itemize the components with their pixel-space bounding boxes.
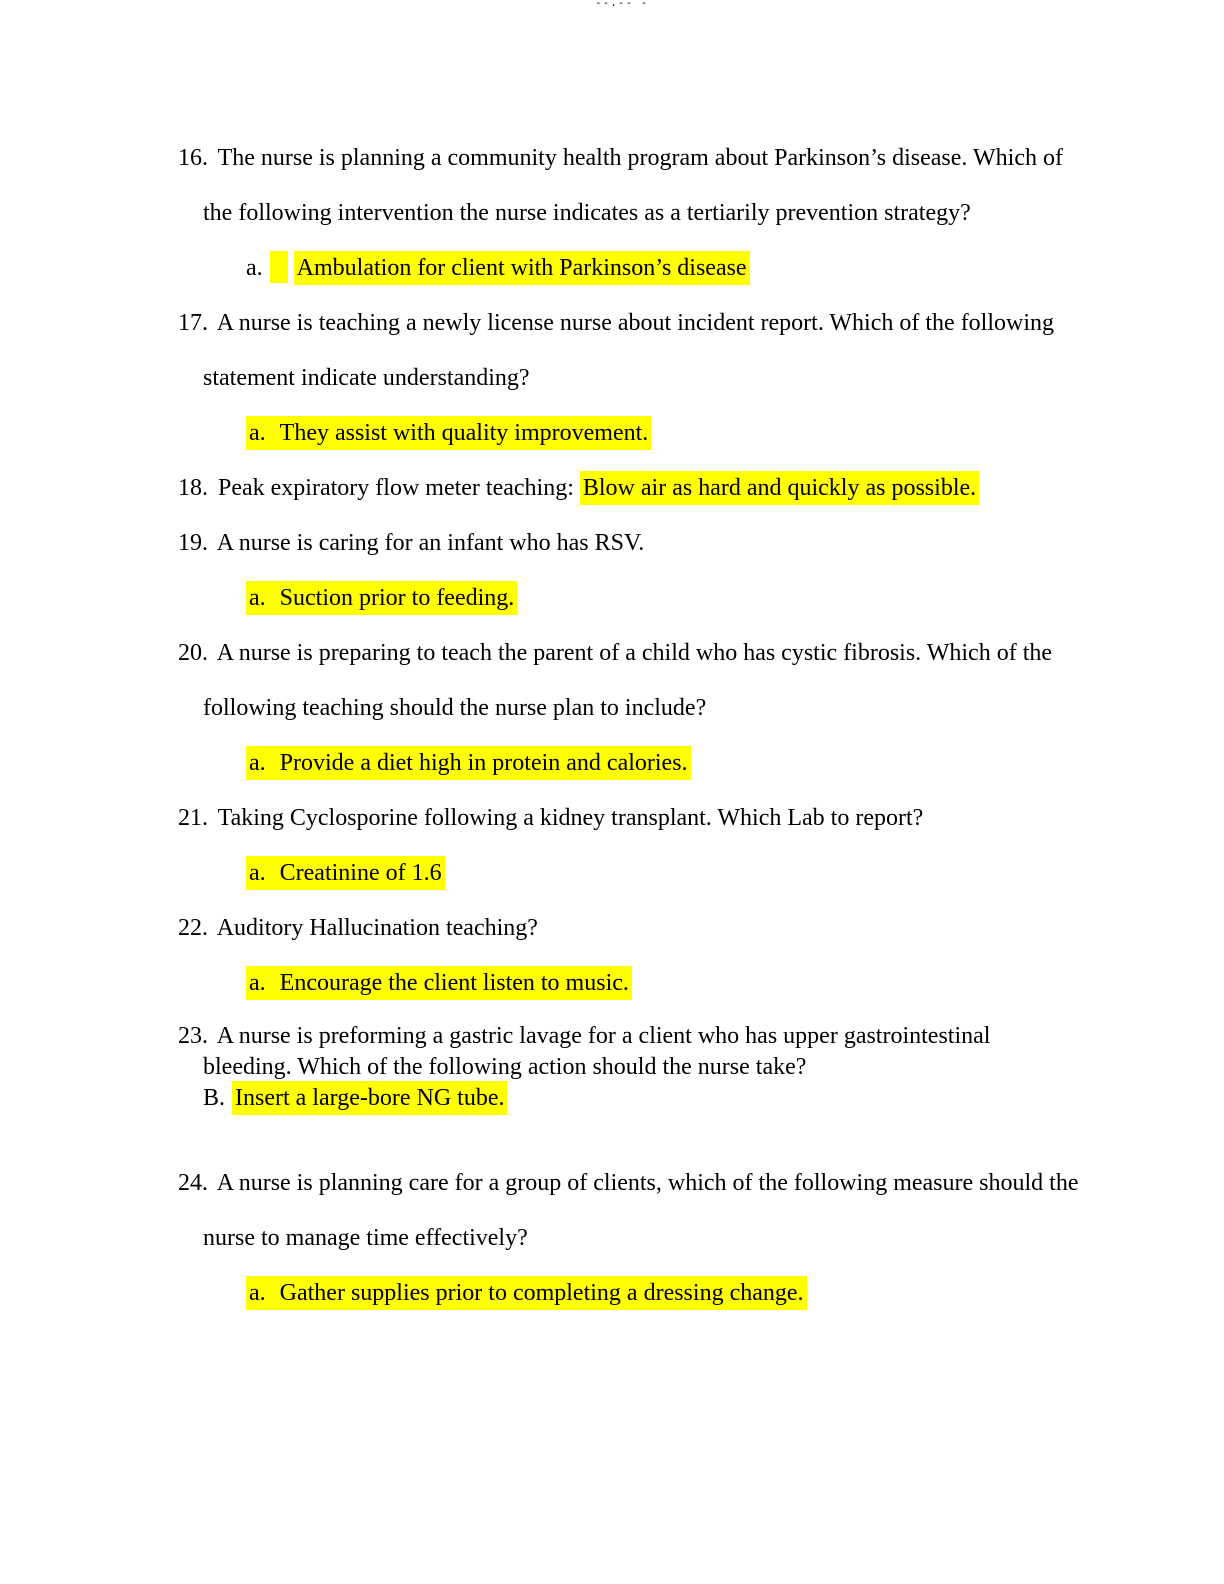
- question-text: A nurse is preparing to teach the parent of a child who has cystic fibrosis. Which of the: [216, 640, 1053, 666]
- question-number: 19.: [178, 530, 208, 556]
- question-text: The nurse is planning a community health program about Parkinson’s disease. Which of: [217, 145, 1063, 171]
- question-text: Peak expiratory flow meter teaching:: [218, 475, 580, 501]
- question-line: [178, 626, 1158, 681]
- question-number: 18.: [178, 475, 208, 501]
- question-number: 24.: [178, 1170, 208, 1196]
- question-19: [178, 516, 1158, 626]
- question-24: [178, 1156, 1158, 1321]
- question-text: Auditory Hallucination teaching?: [216, 915, 538, 941]
- question-text: A nurse is planning care for a group of clients, which of the following measure should the: [216, 1170, 1079, 1196]
- question-number: 20.: [178, 640, 208, 666]
- answer-text: Provide a diet high in protein and calories.: [279, 750, 688, 776]
- answer-label: a.: [246, 255, 263, 281]
- question-line: [203, 1052, 1158, 1083]
- question-line: [178, 131, 1158, 186]
- highlighted-answer: [246, 581, 517, 615]
- question-number: 23.: [178, 1023, 208, 1049]
- answer-label: a.: [249, 750, 266, 776]
- answer-line: [246, 1266, 1158, 1321]
- answer-line: [246, 571, 1158, 626]
- question-line: [178, 1156, 1158, 1211]
- question-text: statement indicate understanding?: [203, 365, 530, 391]
- answer-text: Suction prior to feeding.: [279, 585, 515, 611]
- highlighted-answer: [246, 746, 691, 780]
- answer-label: a.: [249, 970, 266, 996]
- question-number: 16.: [178, 145, 208, 171]
- answer-text: Gather supplies prior to completing a dressing change.: [279, 1280, 804, 1306]
- answer-label: a.: [249, 420, 266, 446]
- question-18: [178, 461, 1158, 516]
- answer-line: [246, 956, 1158, 1011]
- answer-line: [203, 1083, 1158, 1114]
- question-line: [178, 461, 1158, 516]
- question-20: [178, 626, 1158, 791]
- answer-label: a.: [249, 860, 266, 886]
- answer-label: B.: [203, 1085, 226, 1111]
- question-line: [178, 901, 1158, 956]
- question-line: [203, 681, 1158, 736]
- answer-text: Insert a large-bore NG tube.: [232, 1081, 507, 1115]
- answer-line: [246, 736, 1158, 791]
- question-line: [178, 791, 1158, 846]
- question-number: 21.: [178, 805, 208, 831]
- highlighted-answer: [246, 416, 651, 450]
- question-line: [178, 516, 1158, 571]
- question-text: nurse to manage time effectively?: [203, 1225, 528, 1251]
- question-23: [178, 1021, 1158, 1156]
- question-number: 17.: [178, 310, 208, 336]
- question-text: following teaching should the nurse plan to include?: [203, 695, 707, 721]
- answer-text: Ambulation for client with Parkinson’s disease: [294, 251, 750, 285]
- highlighted-text: Blow air as hard and quickly as possible.: [580, 471, 979, 505]
- answer-text: Creatinine of 1.6: [279, 860, 442, 886]
- question-22: [178, 901, 1158, 1011]
- clipped-header-fragment: --.-- -: [595, 0, 649, 9]
- question-line: [178, 1021, 1158, 1052]
- question-text: the following intervention the nurse indicates as a tertiarily prevention strategy?: [203, 200, 971, 226]
- highlighted-answer: [246, 856, 445, 890]
- question-line: [203, 351, 1158, 406]
- answer-line: [246, 846, 1158, 901]
- answer-line: [246, 241, 1158, 296]
- question-17: [178, 296, 1158, 461]
- question-line: [203, 186, 1158, 241]
- spacer: [178, 1114, 1158, 1156]
- questions: [178, 131, 1158, 1321]
- answer-label: a.: [249, 585, 266, 611]
- question-text: A nurse is caring for an infant who has RSV.: [216, 530, 645, 556]
- highlighted-answer: [246, 966, 632, 1000]
- answer-label: a.: [249, 1280, 266, 1306]
- answer-text: Encourage the client listen to music.: [279, 970, 629, 996]
- question-number: 22.: [178, 915, 208, 941]
- answer-line: [246, 406, 1158, 461]
- question-text: A nurse is preforming a gastric lavage for a client who has upper gastrointestinal: [216, 1023, 991, 1049]
- question-line: [178, 296, 1158, 351]
- question-text: bleeding. Which of the following action should the nurse take?: [203, 1054, 807, 1080]
- question-text: A nurse is teaching a newly license nurse about incident report. Which of the following: [216, 310, 1055, 336]
- question-21: [178, 791, 1158, 901]
- question-text: Taking Cyclosporine following a kidney transplant. Which Lab to report?: [217, 805, 924, 831]
- question-16: [178, 131, 1158, 296]
- highlighted-answer: [246, 1276, 807, 1310]
- answer-text: They assist with quality improvement.: [279, 420, 649, 446]
- question-line: [203, 1211, 1158, 1266]
- highlight-block: [270, 251, 288, 283]
